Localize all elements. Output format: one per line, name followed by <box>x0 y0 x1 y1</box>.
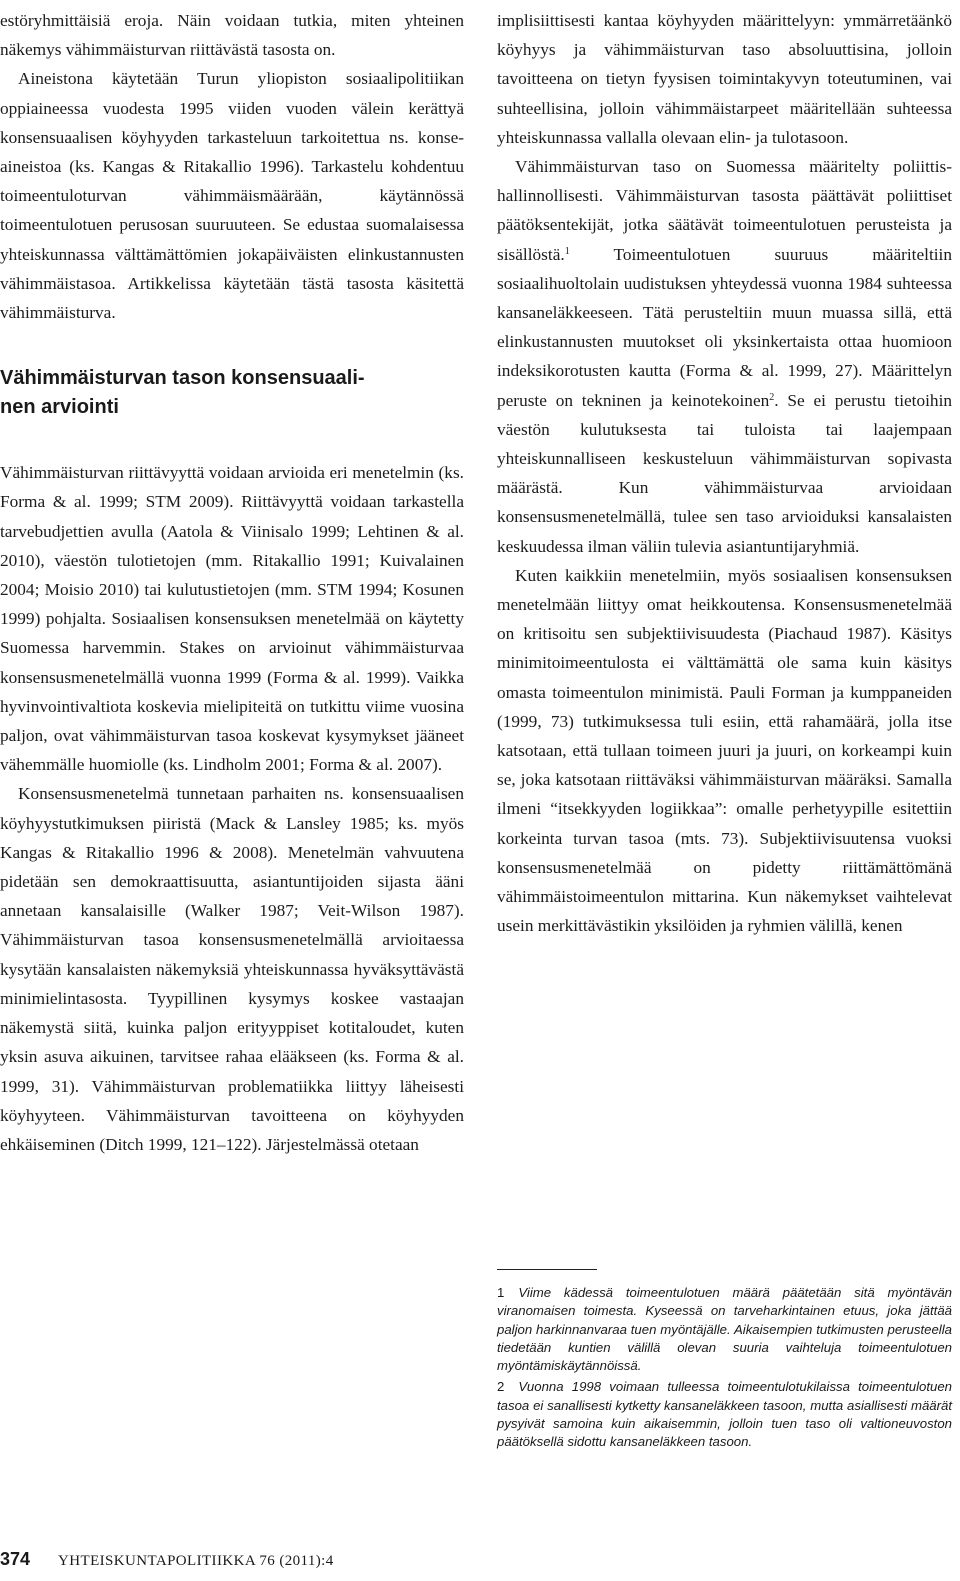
paragraph: Konsensusmenetelmä tunnetaan parhaiten ns. konsensuaalisen köyhyystutkimuksen piiristä (Mack & Lansley 1985; ks. myös Kangas & Ritakallio 1996 & 2008). Menetelmän vahvuutena pidetään sen demokraattisuutta, asiantuntijoiden sijasta ääni annetaan kansalaisille (Walker 1987; Veit-Wilson 1987). Vähimmäisturvan tasoa konsensusmenetelmällä arvioitaessa kysytään kansalaisten näkemyksiä yhteiskunnassa hyväksyttävästä minimielintasosta. Tyypillinen kysymys koskee vastaajan näkemystä siitä, kuinka paljon erityyppiset kotitaloudet, kuten yksin asuva aikuinen, tarvitsee rahaa elääkseen (ks. Forma & al. 1999, 31). Vähimmäisturvan problematiikka liittyy läheisesti köyhyyteen. Vähimmäisturvan tavoitteena on köyhyyden ehkäiseminen (Ditch 1999, 121–122). Järjestelmässä otetaan <box>0 784 464 1154</box>
paragraph <box>497 152 952 561</box>
paragraph: implisiittisesti kantaa köyhyyden määrittelyyn: ymmärretäänkö köyhyys ja vähimmäisturvan taso absoluuttisina, jolloin tavoitteena on tietyn fyysisen toimintakyvyn toteutuminen, vai suhteellisina, jolloin vähimmäistarpeet määritellään suhteessa yhteiskunnassa vallalla olevaan elin- ja tulotasoon. <box>497 11 952 147</box>
paragraph: estöryhmittäisiä eroja. Näin voidaan tutkia, miten yhteinen näkemys vähimmäisturvan riittävästä tasosta on. <box>0 11 464 60</box>
paragraph-text: Toimeentulotuen suuruus määriteltiin sosiaalihuoltolain uudistuksen yhteydessä vuonna 1984 suhteessa kansaneläkkeeseen. Tätä perusteltiin muun muassa sillä, että elinkustannusten muutokset oli yksinkertaista ottaa huomioon indeksikorotusten kautta (Forma & al. 1999, 27). Määrittelyn peruste on tekninen ja keinotekoinen <box>497 244 952 410</box>
footnote <box>497 1284 952 1375</box>
footnote-ref-1[interactable]: 1 <box>564 245 570 257</box>
footnote-text: Vuonna 1998 voimaan tulleessa toimeentulotukilaissa toimeentulotuen tasoa ei sanallisesti kytketty kansaneläkkeen tasoon, mutta asiallisesti määrät pysyivät samoina kuin aikaisemmin, jolloin tuen taso oli valtioneuvoston päätöksellä sidottu kansaneläkkeen tasoon. <box>497 1379 952 1450</box>
paragraph-text: . Se ei perustu tietoihin väestön kulutuksesta tai tuloista tai laajempaan yhteiskunnalliseen keskusteluun vähimmäisturvan sopivasta määrästä. Kun vähimmäisturvaa arvioidaan konsensusmenetelmällä, tulee sen taso arvioiduksi kansalaisten keskuudessa ilman väliin tulevia asiantuntijaryhmiä. <box>497 390 953 556</box>
section-heading <box>0 364 464 422</box>
section-heading-line: Vähimmäisturvan tason konsensuaali- <box>0 367 365 390</box>
section-heading-line: nen arviointi <box>0 396 119 419</box>
footnote-number: 2 <box>497 1379 505 1395</box>
footnote <box>497 1378 952 1451</box>
footnote-number: 1 <box>497 1285 505 1300</box>
journal-name: YHTEISKUNTAPOLITIIKKA 76 (2011):4 <box>58 1553 334 1569</box>
paragraph: Aineistona käytetään Turun yliopiston sosiaalipolitiikan oppiaineessa vuodesta 1995 viiden vuoden välein kerättyä konsensuaalisen köyhyyden tarkasteluun tarkoitettua ns. konse-aineistoa (ks. Kangas & Ritakallio 1996). Tarkastelu kohdentuu toimeentuloturvan vähimmäismäärään, käytännössä toimeentulotuen perusosan suuruuteen. Se edustaa suomalaisessa yhteiskunnassa välttämättömien jokapäiväisten elinkustannusten vähimmäistasoa. Artikkelissa käytetään tästä tasosta käsitettä vähimmäisturva. <box>0 69 464 323</box>
paragraph: Vähimmäisturvan riittävyyttä voidaan arvioida eri menetelmin (ks. Forma & al. 1999; STM 2009). Riittävyyttä voidaan tarkastella tarvebudjettien avulla (Aatola & Viinisalo 1999; Lehtinen & al. 2010), väestön tulotietojen (mm. Ritakallio 1991; Kuivalainen 2004; Moisio 2010) tai kulutustietojen (mm. STM 1994; Kosunen 1999) pohjalta. Sosiaalisen konsensuksen menetelmää on käytetty Suomessa harvemmin. Stakes on arvioinut vähimmäisturvaa konsensusmenetelmällä vuonna 1999 (Forma & al. 1999). Vaikka hyvinvointivaltiota koskevia mielipiteitä on tutkittu viime vuosina paljon, ovat vähimmäisturvan tasoa koskevat kysymykset jääneet vähemmälle huomiolle (ks. Lindholm 2001; Forma & al. 2007). <box>0 463 464 775</box>
right-column <box>497 6 952 941</box>
paragraph-text: Vähimmäisturvan taso on Suomessa määritelty poliittis-hallinnollisesti. Vähimmäisturvan tasosta päättävät poliittiset päätöksentekijät, jotka säätävät toimeentulotuen perusteista ja sisällöstä. <box>497 157 952 264</box>
left-column <box>0 6 464 1159</box>
page-number: 374 <box>0 1549 31 1569</box>
footnotes <box>497 1284 952 1455</box>
footnote-ref-2[interactable]: 2 <box>769 391 775 403</box>
page-footer <box>0 1549 600 1575</box>
footnote-text: Viime kädessä toimeentulotuen määrä päätetään sitä myöntävän viranomaisen toimesta. Kyseessä on tarveharkintainen etuus, joka jättää paljon harkinnanvaraa tuen myöntäjälle. Aikaisempien tutkimusten perusteella tiedetään kuntien välillä olevan suuria vaihteluja toimeentulotuen myöntämiskäytännöissä. <box>497 1285 952 1374</box>
paragraph: Kuten kaikkiin menetelmiin, myös sosiaalisen konsensuksen menetelmään liittyy omat heikkoutensa. Konsensusmenetelmää on kritisoitu sen subjektiivisuudesta (Piachaud 1987). Käsitys minimitoimeentulosta ei välttämättä ole sama kuin käsitys omasta toimeentulon minimistä. Pauli Forman ja kumppaneiden (1999, 73) tutkimuksessa tuli esiin, että rahamäärä, jolla itse katsotaan, että tullaan toimeen juuri ja juuri, on korkeampi kuin se, joka katsotaan riittäväksi vähimmäisturvan määräksi. Samalla ilmeni “itsekkyyden logiikkaa”: omalle perhetyypille esitettiin korkeinta turvan tasoa (mts. 73). Subjektiivisuutensa vuoksi konsensusmenetelmää on pidetty riittämättömänä vähimmäistoimeentulon mittarina. Kun näkemykset vaihtelevat usein merkittävästikin yksilöiden ja ryhmien välillä, kenen <box>497 565 952 936</box>
footnote-divider <box>497 1269 597 1270</box>
